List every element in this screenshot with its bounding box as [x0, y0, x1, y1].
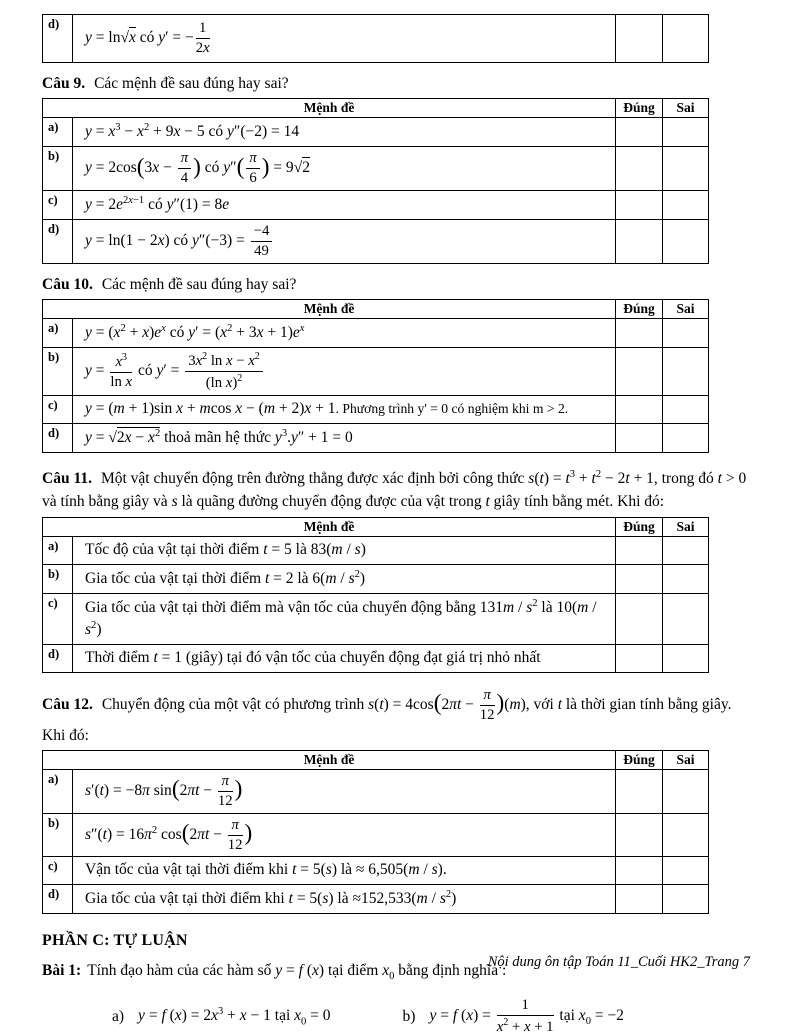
sai-answer-cell[interactable] — [663, 536, 709, 564]
question-9-heading — [42, 72, 750, 95]
row-statement: $y = (x^2 + x)e^x$ có $y' = (x^2 + 3x + 1)e^x$ — [73, 319, 616, 348]
col-header-menhde: Mệnh đề — [43, 300, 616, 319]
question-12-table — [42, 750, 709, 915]
item-formula: y = f (x) = $\frac{1}{x^2 + x + 1}$ tại $x_0 = -2$ — [429, 997, 624, 1036]
col-header-dung: Đúng — [616, 750, 663, 769]
row-statement: Gia tốc của vật tại thời điểm khi t = 5(s) là $\approx 152,533(m / s^2)$ — [73, 885, 616, 914]
dung-answer-cell[interactable] — [616, 536, 663, 564]
row-label: b) — [43, 813, 73, 857]
col-header-sai: Sai — [663, 750, 709, 769]
question-intro: Các mệnh đề sau đúng hay sai? — [101, 275, 297, 293]
question-number: Câu 10. — [42, 275, 93, 293]
statement-row-d — [43, 644, 709, 672]
bai1-label: Bài 1: — [42, 962, 82, 980]
sai-answer-cell[interactable] — [663, 644, 709, 672]
row-statement: s′(t) = −8π sin(2πt − $\frac{\pi}{12}$ ) — [73, 769, 616, 813]
question-intro: Một vật chuyển động trên đường thẳng được xác định bởi công thức $s(t) = t^3 + t^2 - 2t + 1$, trong đó t > 0 và tính bằng giây và s là quãng đường chuyển động được của vật trong t giây tính bằng mét. Khi đó: — [42, 468, 747, 511]
row-label: c) — [43, 593, 73, 644]
statement-row-d — [43, 220, 709, 264]
row-label: a) — [43, 319, 73, 348]
row-label: d) — [43, 885, 73, 914]
row-label: b) — [43, 348, 73, 396]
dung-answer-cell[interactable] — [616, 220, 663, 264]
dung-answer-cell[interactable] — [616, 885, 663, 914]
dung-answer-cell[interactable] — [616, 15, 663, 63]
statement-row-a — [43, 319, 709, 348]
statement-row-d-prev — [43, 15, 709, 63]
question-10-table — [42, 299, 709, 453]
item-formula: y = f $(x) = 2x^3 + x - 1$ tại $x_0 = 0$ — [138, 1006, 331, 1028]
row-statement: Vận tốc của vật tại thời điểm khi t = 5(s) là ≈ 6,505(m / s). — [73, 857, 616, 885]
item-label: b) — [402, 1007, 416, 1025]
col-header-dung: Đúng — [616, 300, 663, 319]
dung-answer-cell[interactable] — [616, 644, 663, 672]
sai-answer-cell[interactable] — [663, 319, 709, 348]
col-header-sai: Sai — [663, 517, 709, 536]
sai-answer-cell[interactable] — [663, 857, 709, 885]
statement-row-b — [43, 147, 709, 191]
item-label: a) — [112, 1007, 125, 1025]
dung-answer-cell[interactable] — [616, 593, 663, 644]
row-statement: $y = 2e^{2x-1}$ có y″(1) = 8e — [73, 191, 616, 220]
col-header-dung: Đúng — [616, 99, 663, 118]
row-statement: Thời điểm t = 1 (giây) tại đó vận tốc của chuyển động đạt giá trị nhỏ nhất — [73, 644, 616, 672]
statement-row-a — [43, 536, 709, 564]
row-label: d) — [43, 15, 73, 63]
statement-row-c — [43, 593, 709, 644]
bai1-text: Tính đạo hàm của các hàm số y = f (x) tại điểm $x_0$ bằng định nghĩa : — [87, 962, 507, 983]
statement-row-d — [43, 423, 709, 452]
dung-answer-cell[interactable] — [616, 191, 663, 220]
row-statement: y = ln√x có y′ = − $\frac{1}{2x}$ — [73, 15, 616, 63]
dung-answer-cell[interactable] — [616, 564, 663, 593]
col-header-menhde: Mệnh đề — [43, 750, 616, 769]
row-statement: $y = √2x - x^2$ thoả mãn hệ thức $y^3.y'' + 1 = 0$ — [73, 423, 616, 452]
dung-answer-cell[interactable] — [616, 348, 663, 396]
row-label: c) — [43, 857, 73, 885]
dung-answer-cell[interactable] — [616, 423, 663, 452]
col-header-dung: Đúng — [616, 517, 663, 536]
row-statement: Gia tốc của vật tại thời điểm t = 2 là $6(m / s^2)$ — [73, 564, 616, 593]
col-header-menhde: Mệnh đề — [43, 99, 616, 118]
sai-answer-cell[interactable] — [663, 15, 709, 63]
row-statement: Tốc độ của vật tại thời điểm t = 5 là 83(m / s) — [73, 536, 616, 564]
question-11-table — [42, 517, 709, 673]
dung-answer-cell[interactable] — [616, 118, 663, 147]
row-label: b) — [43, 147, 73, 191]
statement-row-b — [43, 348, 709, 396]
table-header-row — [43, 750, 709, 769]
question-9-table — [42, 98, 709, 264]
row-label: a) — [43, 769, 73, 813]
dung-answer-cell[interactable] — [616, 769, 663, 813]
sai-answer-cell[interactable] — [663, 118, 709, 147]
table-header-row — [43, 517, 709, 536]
row-statement: y = 2cos(3x − $\frac{\pi}{4}$ ) có y″( $\frac{\pi}{6}$ ) = 9√2 — [73, 147, 616, 191]
row-label: d) — [43, 423, 73, 452]
row-statement: y = $\frac{x^3}{\text{ln x}}$ có y′ = $\frac{3x^2 \ln x - x^2}{(\ln x)^2}$ — [73, 348, 616, 396]
dung-answer-cell[interactable] — [616, 857, 663, 885]
row-label: d) — [43, 220, 73, 264]
bai1-item-b — [403, 997, 624, 1036]
question-11-heading — [42, 467, 750, 514]
sai-answer-cell[interactable] — [663, 395, 709, 423]
table-header-row — [43, 300, 709, 319]
row-label: c) — [43, 191, 73, 220]
question-intro: Chuyển động của một vật có phương trình s(t) = 4cos(2πt − $\frac{\pi}{12}$ )(m), với t là thời gian tính bằng giây. Khi đó: — [42, 686, 732, 744]
question-number: Câu 12. — [42, 695, 93, 713]
section-c-title: PHẦN C: TỰ LUẬN — [42, 932, 188, 950]
sai-answer-cell[interactable] — [663, 348, 709, 396]
sai-answer-cell[interactable] — [663, 191, 709, 220]
table-prev-question-partial — [42, 14, 709, 63]
row-statement: $s''(t) = 16\pi^2$ cos(2πt − $\frac{\pi}{12}$ ) — [73, 813, 616, 857]
row-label: c) — [43, 395, 73, 423]
row-label: b) — [43, 564, 73, 593]
row-label: a) — [43, 118, 73, 147]
question-intro: Các mệnh đề sau đúng hay sai? — [94, 74, 289, 92]
table-header-row — [43, 99, 709, 118]
statement-row-b — [43, 564, 709, 593]
col-header-menhde: Mệnh đề — [43, 517, 616, 536]
bai1-item-a — [112, 1006, 331, 1027]
dung-answer-cell[interactable] — [616, 395, 663, 423]
question-number: Câu 9. — [42, 74, 86, 92]
sai-answer-cell[interactable] — [663, 423, 709, 452]
sai-answer-cell[interactable] — [663, 593, 709, 644]
question-10-heading — [42, 273, 750, 296]
row-statement: Gia tốc của vật tại thời điểm mà vận tốc của chuyển động bằng $131m / s^2$ là $10(m / s^2)$ — [73, 593, 616, 644]
sai-answer-cell[interactable] — [663, 220, 709, 264]
statement-row-a — [43, 769, 709, 813]
bai1-items — [112, 997, 750, 1036]
sai-answer-cell[interactable] — [663, 147, 709, 191]
question-12-heading — [42, 687, 750, 747]
question-number: Câu 11. — [42, 470, 92, 488]
statement-row-b — [43, 813, 709, 857]
sai-answer-cell[interactable] — [663, 769, 709, 813]
dung-answer-cell[interactable] — [616, 813, 663, 857]
statement-row-c — [43, 395, 709, 423]
row-statement: y = ln(1 − 2x) có y″(−3) = $\frac{-4}{49}$ — [73, 220, 616, 264]
dung-answer-cell[interactable] — [616, 147, 663, 191]
row-statement: y = (m + 1)sin x + mcos x − (m + 2)x + 1. Phương trình y' = 0 có nghiệm khi m > 2. — [73, 395, 616, 423]
col-header-sai: Sai — [663, 99, 709, 118]
page-footer: Nội dung ôn tập Toán 11_Cuối HK2_Trang 7 — [487, 954, 750, 970]
sai-answer-cell[interactable] — [663, 813, 709, 857]
row-statement: $y = x^3 - x^2 + 9x - 5$ có y″(−2) = 14 — [73, 118, 616, 147]
sai-answer-cell[interactable] — [663, 564, 709, 593]
row-label: a) — [43, 536, 73, 564]
statement-row-c — [43, 857, 709, 885]
statement-row-d — [43, 885, 709, 914]
row-label: d) — [43, 644, 73, 672]
statement-row-c — [43, 191, 709, 220]
statement-row-a — [43, 118, 709, 147]
col-header-sai: Sai — [663, 300, 709, 319]
sai-answer-cell[interactable] — [663, 885, 709, 914]
dung-answer-cell[interactable] — [616, 319, 663, 348]
